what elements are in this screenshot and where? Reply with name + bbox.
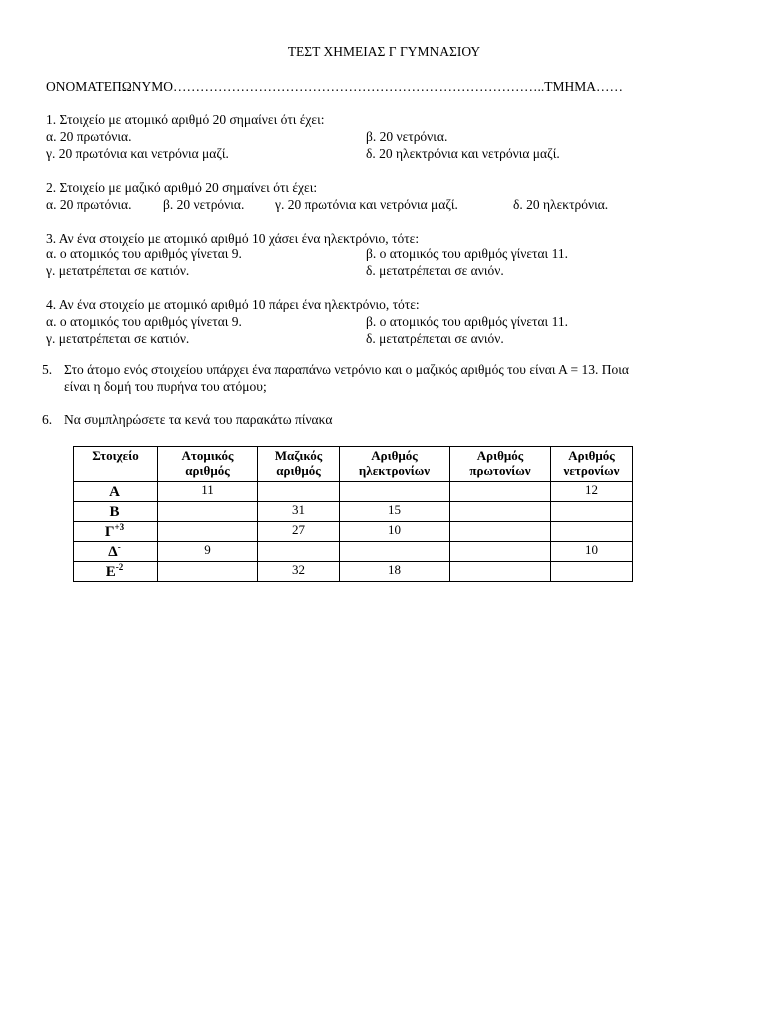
- header-electrons: Αριθμός ηλεκτρονίων: [340, 447, 450, 482]
- q3-option-a: α. ο ατομικός του αριθμός γίνεται 9.: [46, 246, 242, 261]
- question-1: 1. Στοιχείο με ατομικό αριθμό 20 σημαίνει ότι έχει:: [46, 112, 325, 127]
- q1-option-b: β. 20 νετρόνια.: [366, 129, 448, 144]
- header-atomic-number: Ατομικός αριθμός: [158, 447, 258, 482]
- neutrons-cell[interactable]: [551, 502, 633, 522]
- atomic-number-cell[interactable]: 9: [158, 542, 258, 562]
- element-symbol: $E^{-2}$: [74, 562, 158, 582]
- element-symbol: Β: [74, 502, 158, 522]
- element-symbol: $\Gamma^{+3}$: [74, 522, 158, 542]
- q4-option-d: δ. μετατρέπεται σε ανιόν.: [366, 331, 504, 346]
- protons-cell[interactable]: [450, 502, 551, 522]
- q4-option-c: γ. μετατρέπεται σε κατιόν.: [46, 331, 190, 346]
- q2-option-c: γ. 20 πρωτόνια και νετρόνια μαζί.: [275, 197, 458, 212]
- q1-option-c: γ. 20 πρωτόνια και νετρόνια μαζί.: [46, 146, 229, 161]
- name-class-line: ΟΝΟΜΑΤΕΠΩΝΥΜΟ………………………………………………………………………..ΤΜΗΜΑ……: [46, 79, 624, 94]
- question-3: 3. Αν ένα στοιχείο με ατομικό αριθμό 10 χάσει ένα ηλεκτρόνιο, τότε:: [46, 231, 420, 246]
- table-row: [74, 502, 633, 522]
- atomic-number-cell[interactable]: [158, 522, 258, 542]
- protons-cell[interactable]: [450, 542, 551, 562]
- mass-number-cell[interactable]: 27: [258, 522, 340, 542]
- neutrons-cell[interactable]: [551, 522, 633, 542]
- electrons-cell[interactable]: 18: [340, 562, 450, 582]
- table-row: [74, 562, 633, 582]
- q1-option-a: α. 20 πρωτόνια.: [46, 129, 132, 144]
- table-row: [74, 522, 633, 542]
- neutrons-cell[interactable]: 10: [551, 542, 633, 562]
- mass-number-cell[interactable]: [258, 542, 340, 562]
- electrons-cell[interactable]: [340, 482, 450, 502]
- page-title: ΤΕΣΤ ΧΗΜΕΙΑΣ Γ ΓΥΜΝΑΣΙΟΥ: [287, 44, 481, 59]
- q3-option-c: γ. μετατρέπεται σε κατιόν.: [46, 263, 190, 278]
- header-neutrons: Αριθμός νετρονίων: [551, 447, 633, 482]
- q3-option-b: β. ο ατομικός του αριθμός γίνεται 11.: [366, 246, 568, 261]
- element-table: [73, 446, 633, 582]
- question-5-line-2: είναι η δομή του πυρήνα του ατόμου;: [64, 379, 267, 394]
- element-symbol: Δ-: [74, 542, 158, 562]
- question-5-number: 5.: [42, 362, 53, 377]
- table-header-row: [74, 447, 633, 482]
- mass-number-cell[interactable]: 32: [258, 562, 340, 582]
- protons-cell[interactable]: [450, 562, 551, 582]
- q1-option-d: δ. 20 ηλεκτρόνια και νετρόνια μαζί.: [366, 146, 560, 161]
- neutrons-cell[interactable]: 12: [551, 482, 633, 502]
- atomic-number-cell[interactable]: 11: [158, 482, 258, 502]
- protons-cell[interactable]: [450, 522, 551, 542]
- q4-option-b: β. ο ατομικός του αριθμός γίνεται 11.: [366, 314, 568, 329]
- electrons-cell[interactable]: [340, 542, 450, 562]
- q2-option-a: α. 20 πρωτόνια.: [46, 197, 132, 212]
- atomic-number-cell[interactable]: [158, 562, 258, 582]
- header-mass-number: Μαζικός αριθμός: [258, 447, 340, 482]
- question-4: 4. Αν ένα στοιχείο με ατομικό αριθμό 10 πάρει ένα ηλεκτρόνιο, τότε:: [46, 297, 420, 312]
- question-6-text: Να συμπληρώσετε τα κενά του παρακάτω πίνακα: [64, 412, 333, 427]
- question-2: 2. Στοιχείο με μαζικό αριθμό 20 σημαίνει ότι έχει:: [46, 180, 318, 195]
- question-5-line-1: Στο άτομο ενός στοιχείου υπάρχει ένα παραπάνω νετρόνιο και ο μαζικός αριθμός του είναι Α = 13. Ποια: [64, 362, 629, 377]
- header-protons: Αριθμός πρωτονίων: [450, 447, 551, 482]
- q2-option-d: δ. 20 ηλεκτρόνια.: [513, 197, 609, 212]
- table-row: [74, 542, 633, 562]
- electrons-cell[interactable]: 15: [340, 502, 450, 522]
- header-element: Στοιχείο: [74, 447, 158, 482]
- mass-number-cell[interactable]: 31: [258, 502, 340, 522]
- q3-option-d: δ. μετατρέπεται σε ανιόν.: [366, 263, 504, 278]
- question-6-number: 6.: [42, 412, 53, 427]
- electrons-cell[interactable]: 10: [340, 522, 450, 542]
- table-row: [74, 482, 633, 502]
- neutrons-cell[interactable]: [551, 562, 633, 582]
- q2-option-b: β. 20 νετρόνια.: [163, 197, 245, 212]
- atomic-number-cell[interactable]: [158, 502, 258, 522]
- mass-number-cell[interactable]: [258, 482, 340, 502]
- q4-option-a: α. ο ατομικός του αριθμός γίνεται 9.: [46, 314, 242, 329]
- element-symbol: Α: [74, 482, 158, 502]
- protons-cell[interactable]: [450, 482, 551, 502]
